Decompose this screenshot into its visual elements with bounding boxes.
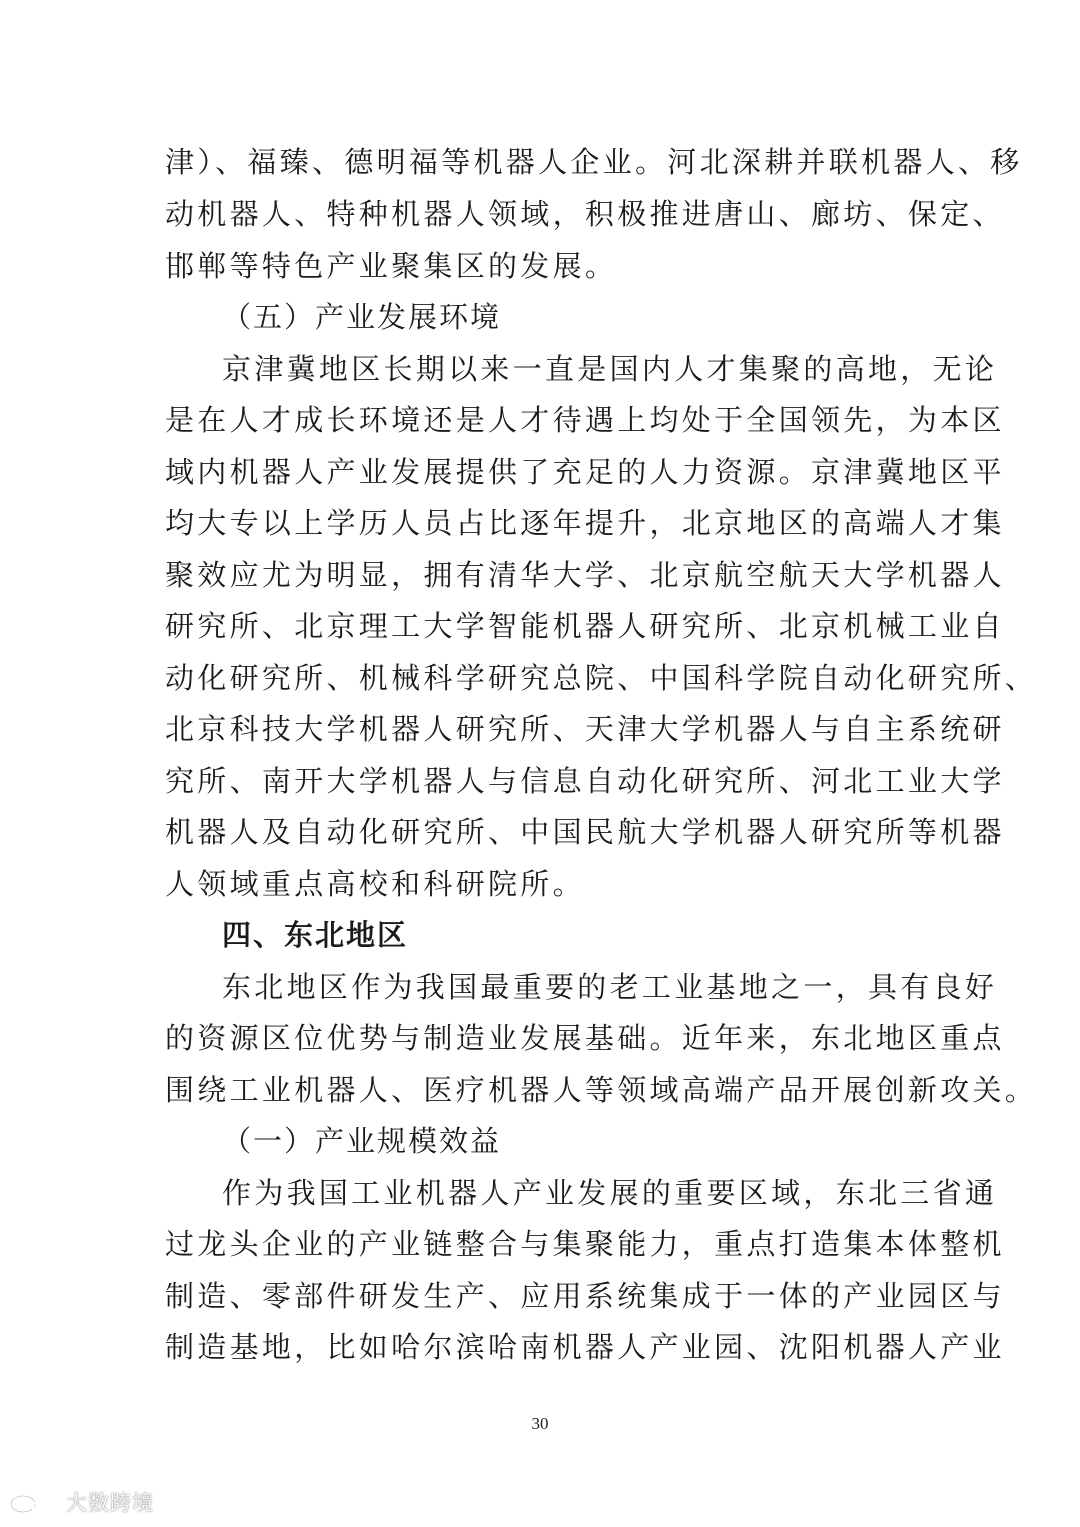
- body-text-line: 机器人及自动化研究所、中国民航大学机器人研究所等机器: [165, 815, 1005, 849]
- body-text-line: 聚效应尤为明显，拥有清华大学、北京航空航天大学机器人: [165, 558, 1005, 592]
- body-text-line: 京津冀地区长期以来一直是国内人才集聚的高地，无论: [222, 352, 998, 386]
- body-text-line: 研究所、北京理工大学智能机器人研究所、北京机械工业自: [165, 609, 1005, 643]
- body-text-line: 邯郸等特色产业聚集区的发展。: [165, 249, 618, 283]
- body-text-line: 均大专以上学历人员占比逐年提升，北京地区的高端人才集: [165, 506, 1005, 540]
- body-text-line: 的资源区位优势与制造业发展基础。近年来，东北地区重点: [165, 1021, 1005, 1055]
- page-number: 30: [531, 1414, 549, 1433]
- body-text-line: 东北地区作为我国最重要的老工业基地之一，具有良好: [222, 970, 998, 1004]
- body-text-line: 津）、福臻、德明福等机器人企业。河北深耕并联机器人、移: [165, 145, 1023, 179]
- body-text-line: 动化研究所、机械科学研究总院、中国科学院自动化研究所、: [165, 661, 1038, 695]
- body-text-line: 动机器人、特种机器人领域，积极推进唐山、廊坊、保定、: [165, 197, 1005, 231]
- body-text-line: 人领域重点高校和科研院所。: [165, 867, 585, 901]
- watermark: [8, 1485, 154, 1519]
- section-subheading: （五）产业发展环境: [222, 300, 502, 334]
- body-text-line: 究所、南开大学机器人与信息自动化研究所、河北工业大学: [165, 764, 1005, 798]
- body-text-line: 过龙头企业的产业链整合与集聚能力，重点打造集本体整机: [165, 1227, 1005, 1261]
- body-text-line: 作为我国工业机器人产业发展的重要区域，东北三省通: [222, 1176, 998, 1210]
- section-heading: 四、东北地区: [222, 918, 409, 952]
- body-text-line: 域内机器人产业发展提供了充足的人力资源。京津冀地区平: [165, 455, 1005, 489]
- section-subheading: （一）产业规模效益: [222, 1124, 502, 1158]
- watermark-text: 大数跨境: [66, 1491, 154, 1515]
- body-text-line: 是在人才成长环境还是人才待遇上均处于全国领先，为本区: [165, 403, 1005, 437]
- body-text-line: 北京科技大学机器人研究所、天津大学机器人与自主系统研: [165, 712, 1005, 746]
- weibo-logo-icon: [8, 1489, 60, 1515]
- body-text-line: 制造基地，比如哈尔滨哈南机器人产业园、沈阳机器人产业: [165, 1330, 1005, 1364]
- body-text-line: 围绕工业机器人、医疗机器人等领域高端产品开展创新攻关。: [165, 1073, 1038, 1107]
- body-text-line: 制造、零部件研发生产、应用系统集成于一体的产业园区与: [165, 1279, 1005, 1313]
